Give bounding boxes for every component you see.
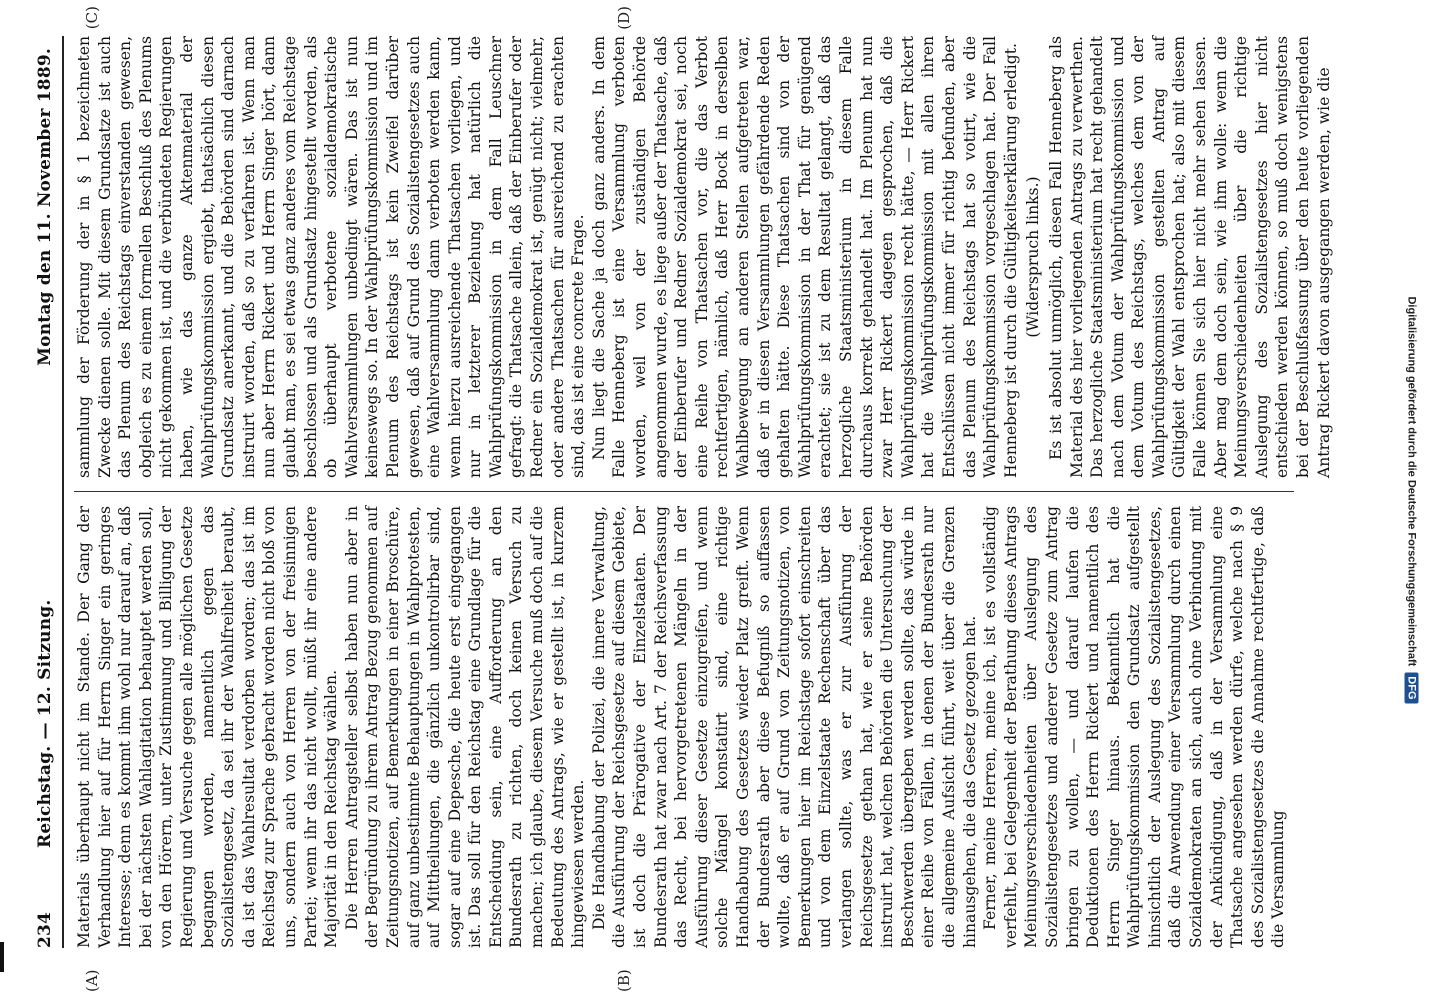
- paragraph: Nun liegt die Sache ja doch ganz anders. In dem Falle Henneberg ist eine Versammlung verboten worden, weil von der zuständigen Behörde angenommen wurde, es liege außer der Thatsache, daß der Einberufer und Redner Sozialdemokrat sei, noch eine Reihe von Thatsachen vor, die das Verbot rechtfertigen, nämlich, daß Herr Bock in derselben Wahlbewegung an anderen Stellen aufgetreten war, daß er in diesen Versammlungen gefährdende Reden gehalten hätte. Diese Thatsachen sind von der Wahlprüfungskommission in der That für genügend erachtet; sie ist zu dem Resultat gelangt, daß das herzogliche Staatsministerium in diesem Falle durchaus korrekt gehandelt hat. Im Plenum hat nun zwar Herr Rickert dagegen gesprochen, daß die Wahlprüfungskommission recht hätte, — Herr Rickert hat die Wahlprüfungskommission mit allen ihren Entschlüssen nicht immer für richtig befunden, aber das Plenum des Reichstags hat so votirt, wie die Wahlprüfungskommission vorgeschlagen hat. Der Fall Henneberg ist durch die Gültigkeitserklärung erledigt.: [589, 36, 1020, 478]
- session-title: Reichstag. — 12. Sitzung.: [35, 599, 55, 848]
- paragraph: Ferner, meine Herren, meine ich, ist es vollständig verfehlt, bei Gelegenheit der Berathung dieses Antrags Meinungsverschiedenheiten über Auslegung des Sozialistengesetzes und anderer Gesetze zum Antrag bringen zu wollen, — und darauf laufen die Deduktionen des Herrn Rickert und namentlich des Herrn Singer hinaus. Bekanntlich hat die Wahlprüfungskommission den Grundsatz aufgestellt hinsichtlich der Auslegung des Sozialistengesetzes, daß die Anwendung einer Versammlung durch einen Sozialdemokraten an sich, auch ohne Verbindung mit der Ankündigung, daß in der Versammlung eine Thatsache angesehen werden dürfe, welche nach § 9 des Sozialistengesetzes die Annahme rechtfertige, daß die Versammlung: [981, 506, 1288, 948]
- marker-b: (B): [615, 969, 633, 992]
- marker-c: (C): [83, 6, 101, 30]
- paragraph: Materials überhaupt nicht im Stande. Der Gang der Verhandlung hier auf für Herrn Singer ein geringes Interesse; denn es kommt ihm wohl nur darauf an, daß bei der nächsten Wahlagitation behauptet werden soll, von den Hörern, unter Zustimmung und Billigung der Regierung und Versuche gegen alle möglichen Gesetze begangen worden, namentlich gegen das Sozialistengesetz, da sei ihr der Wahlfreiheit beraubt, da ist das Wahlresultat verdorben worden; das ist im Reichstag zur Sprache gebracht worden nicht bloß von uns, sondern auch von Herren von der freisinnigen Partei; wenn ihr das nicht wollt, müßt ihr eine andere Majorität in den Reichstag wählen.: [75, 506, 341, 948]
- column-divider: [74, 491, 1294, 492]
- page-header: [34, 36, 56, 948]
- paragraph: sammlung der Förderung der in § 1 bezeichneten Zwecke dienen solle. Mit diesem Grundsatze ist auch das Plenum des Reichstags einverstanden gewesen, obgleich es zu einem formellen Beschluß des Plenums nicht gekommen ist, und die verbündeten Regierungen haben, wie das ganze Aktenmaterial der Wahlprüfungskommission ergiebt, thatsächlich diesen Grundsatz anerkannt, und die Behörden sind darnach instruirt worden, daß so zu verfahren ist. Wenn man nun aber Herrn Rickert und Herrn Singer hört, dann glaubt man, es sei etwas ganz anderes vom Reichstage beschlossen und als Grundsatz hingestellt worden, als ob überhaupt verbotene sozialdemokratische Wahlversammlungen unbedingt wären. Das ist nun keineswegs so. In der Wahlprüfungskommission und im Plenum des Reichstags ist kein Zweifel darüber gewesen, daß auf Grund des Sozialistengesetzes auch eine Wahlversammlung dann verboten werden kann, wenn hierzu ausreichende Thatsachen vorliegen, und nur in letzterer Beziehung hat natürlich die Wahlprüfungskommission in dem Fall Leuschner gefragt: die Thatsache allein, daß der Einberufer oder Redner ein Sozialdemokrat ist, genügt nicht; vielmehr, oder andere Thatsachen für ausreichend zu erachten sind, das ist eine concrete Frage.: [75, 36, 588, 478]
- left-column: [74, 506, 1334, 992]
- text-columns: [74, 6, 1334, 992]
- marker-d: (D): [615, 6, 633, 30]
- paragraph: Es ist absolut unmöglich, diesen Fall Henneberg als Material des hier vorliegenden Antrags zu verwerthen. Das herzogliche Staatsministerium hat recht gehandelt nach dem Votum der Wahlprüfungskommission und dem Votum des Reichstags, welches dem von der Wahlprüfungskommission gestellten Antrag auf Gültigkeit der Wahl entsprochen hat; also mit diesem Falle können Sie sich hier nicht mehr sehen lassen. Aber mag dem doch sein, wie ihm wolle: wenn die Meinungsverschiedenheiten über die richtige Auslegung des Sozialistengesetzes hier nicht entschieden werden können, so muß doch wenigstens bei der Beschlußfassung über den heute vorliegenden Antrag Rickert davon ausgegangen werden, wie die: [1046, 36, 1333, 478]
- dfg-logo: DFG: [1405, 672, 1419, 703]
- session-date: Montag den 11. November 1889.: [35, 48, 55, 366]
- paragraph: Die Handhabung der Polizei, die innere Verwaltung, die Ausführung der Reichsgesetze auf diesem Gebiete, ist doch die Prärogative der Einzelstaaten. Der Bundesrath hat zwar nach Art. 7 der Reichsverfassung das Recht, bei hervorgetretenen Mängeln in der Ausführung dieser Gesetze einzugreifen, und wenn solche Mängel konstatirt sind, eine richtige Handhabung des Gesetzes wieder Platz greift. Wenn der Bundesrath aber diese Befugniß so auffassen wollte, daß er auf Grund von Zeitungsnotizen, von Bemerkungen hier im Reichstage sofort einschreiten und von dem Einzelstaate Rechenschaft über das verlangen sollte, was er zur Ausführung der Reichsgesetze gethan hat, wie er seine Behörden instruirt hat, welchen Behörden die Untersuchung der Beschwerden übergeben werden sollte, das würde in einer Reihe von Fällen, in denen der Bundesrath nur die allgemeine Aufsicht führt, weit über die Grenzen hinausgehen, die das Gesetz gezogen hat.: [589, 506, 979, 948]
- paragraph: Die Herren Antragsteller selbst haben nun aber in der Begründung zu ihrem Antrag Bezug genommen auf Zeitungsnotizen, auf Bemerkungen in einer Broschüre, auf ganz unbestimmte Behauptungen in Wahlprotesten, auf Mittheilungen, die gänzlich unkontrolirbar sind, sogar auf eine Depesche, die heute erst eingegangen ist. Das soll für den Reichstag eine Grundlage für die Entscheidung sein, eine Aufforderung an den Bundesrath zu richten, doch keinen Versuch zu machen; ich glaube, diesem Versuche muß doch auf die Bedeutung des Antrags, wie er gestellt ist, in kurzem hingewiesen werden.: [342, 506, 588, 948]
- interjection: (Widerspruch links.): [1024, 176, 1043, 338]
- marker-a: (A): [83, 969, 101, 992]
- credit-text: Digitalisierung gefördert durch die Deutsche Forschungsgemeinschaft: [1406, 296, 1418, 667]
- right-column: [74, 6, 1334, 478]
- scan-edge-mark: [0, 942, 4, 972]
- digitization-credit: [1392, 0, 1432, 1000]
- page-number: 234: [35, 911, 55, 948]
- header-rule: [62, 36, 64, 948]
